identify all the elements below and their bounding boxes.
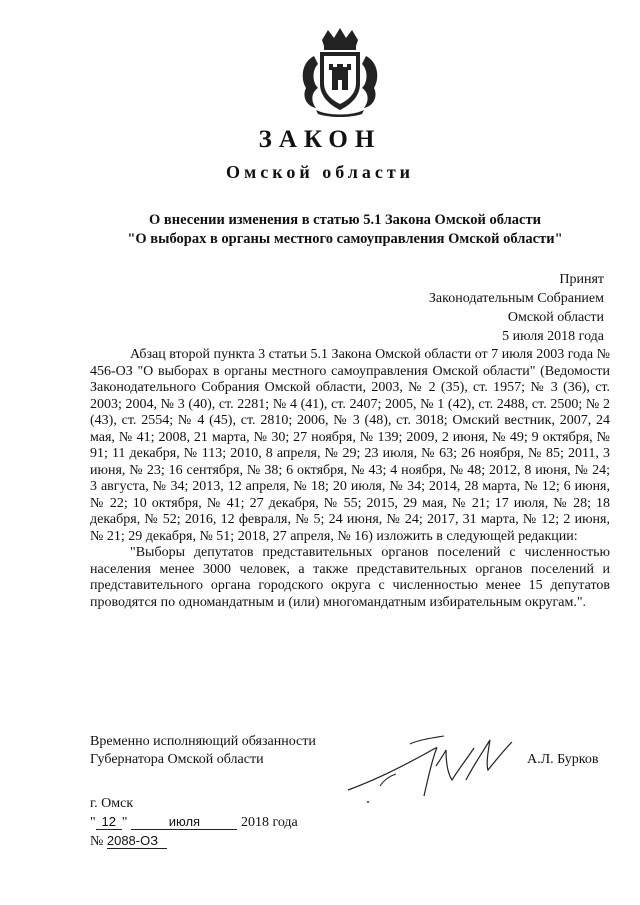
handwritten-signature	[340, 720, 530, 810]
signatory-position-line: Губернатора Омской области	[90, 752, 264, 767]
law-body	[90, 347, 610, 611]
signer-name: А.Л. Бурков	[527, 752, 599, 767]
adoption-date: 5 июля 2018 года	[502, 329, 604, 344]
law-subject-line: О внесении изменения в статью 5.1 Закона Омской области	[149, 212, 541, 228]
body-paragraph: Абзац второй пункта 3 статьи 5.1 Закона Омской области от 7 июля 2003 года № 456-ОЗ "О выборах в органы местного самоуправления Омской области" (Ведомости Законодательного Собрания Омской области, 2003, № 2 (35), ст. 1957; № 3 (36), ст. 2003; 2004, № 3 (40), ст. 2281; № 4 (41), ст. 2407; 2005, № 1 (42), ст. 2488, ст. 2500; № 2 (43), ст. 2554; № 4 (45), ст. 2810; 2006, № 3 (48), ст. 3018; Омский вестник, 2007, 24 мая, № 41; 2008, 21 марта, № 30; 27 ноября, № 139; 2009, 2 июня, № 49; 9 октября, № 91; 11 декабря, № 113; 2010, 8 апреля, № 29; 23 июля, № 63; 26 ноября, № 85; 2011, 3 июня, № 23; 16 сентября, № 38; 6 октября, № 43; 4 ноября, № 48; 2012, 8 июня, № 24; 3 августа, № 34; 2013, 12 апреля, № 18; 20 июля, № 34; 2014, 28 марта, № 12; 6 июня, № 22; 10 октября, № 41; 27 декабря, № 55; 2015, 29 мая, № 21; 17 июля, № 28; 18 декабря, № 52; 2016, 12 февраля, № 5; 24 июня, № 24; 2017, 31 марта, № 12; 2 июня, № 21; 29 декабря, № 51; 2018, 27 апреля, № 16) изложить в следующей редакции:	[90, 347, 610, 544]
adoption-block	[429, 270, 604, 346]
signatory-position-line: Временно исполняющий обязанности	[90, 734, 316, 749]
date-year: 2018 года	[240, 815, 298, 830]
law-subject	[0, 211, 640, 249]
law-subject-line: "О выборах в органы местного самоуправления Омской области"	[127, 231, 563, 247]
adoption-line: Омской области	[507, 310, 604, 325]
footer-number	[90, 832, 298, 851]
number-sign: №	[90, 834, 104, 849]
ink-dot	[367, 801, 369, 803]
date-close-quote: "	[121, 815, 128, 830]
body-paragraph-quote: "Выборы депутатов представительных органов поселений с численностью населения менее 3000 человек, а также представительных органов поселений и представительного органа городского округа с численностью менее 15 депутатов проводятся по одномандатным и (или) многомандатным избирательным округам.".	[90, 545, 610, 610]
document-footer	[90, 794, 298, 851]
footer-date	[90, 813, 298, 832]
adoption-line: Принят	[559, 272, 604, 287]
coat-of-arms-icon	[296, 26, 384, 118]
date-month: июля	[131, 815, 237, 830]
adoption-line: Законодательным Собранием	[428, 291, 604, 306]
footer-city: г. Омск	[90, 796, 134, 811]
date-day: 12	[96, 815, 122, 830]
signatory-position	[90, 733, 316, 769]
law-number: 2088-ОЗ	[107, 834, 167, 849]
law-region: Омской области	[225, 162, 415, 182]
law-title: ЗАКОН	[258, 126, 382, 153]
date-open-quote: "	[90, 815, 96, 830]
